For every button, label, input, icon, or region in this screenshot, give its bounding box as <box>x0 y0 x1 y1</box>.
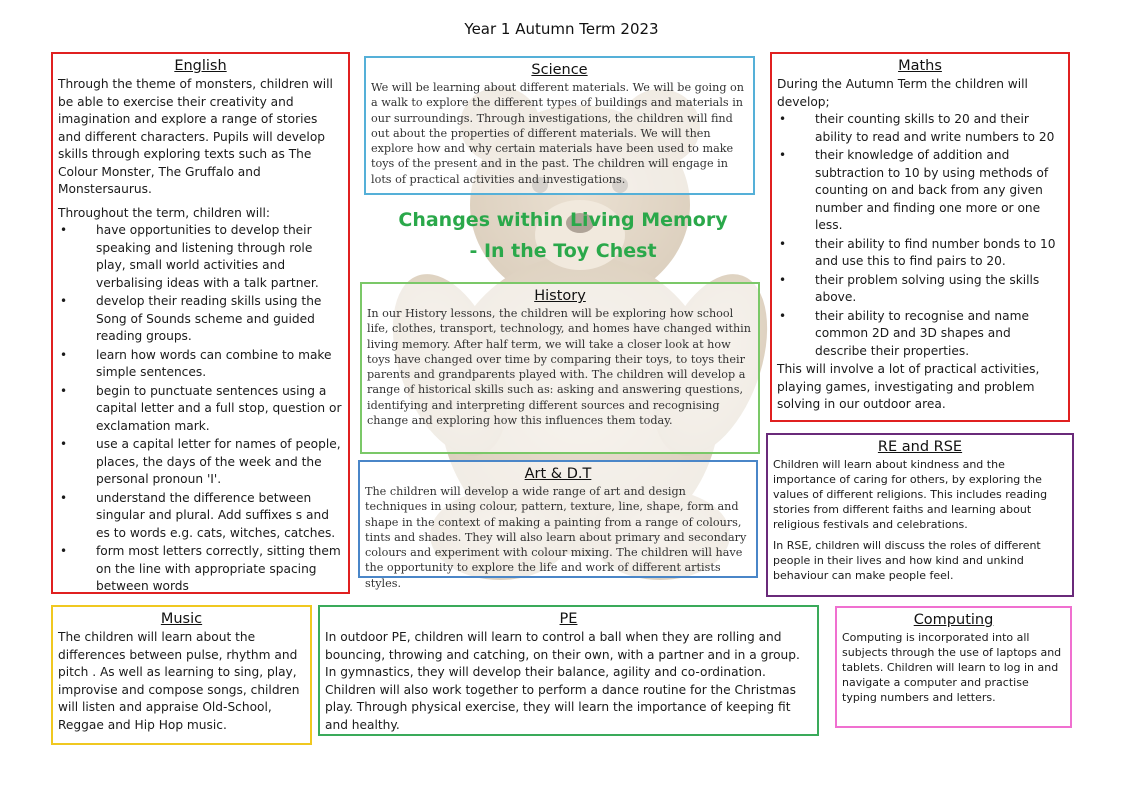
re-rse-panel <box>766 433 1074 597</box>
english-lead: Throughout the term, children will: <box>58 205 270 220</box>
page-title: Year 1 Autumn Term 2023 <box>464 20 659 38</box>
pe-heading: PE <box>559 611 578 627</box>
music-panel <box>51 605 312 745</box>
english-intro: Through the theme of monsters, children will be able to exercise their creativity and imagination and explore a range of stories and different characters. Pupils will develop skills through exploring texts such as The Colour Monster, The Gruffalo and Monstersaurus. <box>58 77 333 196</box>
art-dt-panel <box>358 460 758 590</box>
computing-heading: Computing <box>913 612 994 628</box>
art-dt-heading: Art & D.T <box>524 466 592 482</box>
maths-outro: This will involve a lot of practical activities, playing games, investigating and problem solving in our outdoor area. <box>777 362 1040 411</box>
maths-panel <box>770 52 1070 422</box>
english-bullet: • understand the difference between singular and plural. Add suffixes s and es to words e.g. cats, witches, catches. <box>58 490 343 543</box>
english-panel <box>51 52 350 594</box>
maths-bullet: • their knowledge of addition and subtraction to 10 by using methods of counting on and back from any given number and finding one more or one less. <box>777 147 1063 235</box>
pe-panel <box>318 605 819 736</box>
computing-panel <box>835 606 1072 728</box>
history-panel <box>360 282 760 454</box>
rse-text: In RSE, children will discuss the roles of different people in their lives and how kind and unkind behaviour can make people feel. <box>773 539 1041 582</box>
art-dt-text: The children will develop a wide range of art and design techniques in using colour, pattern, texture, line, shape, form and shape in the context of making a painting from a range of colours, tints and shades. They will also learn about primary and secondary colours and experiment with colour mixing. The children will have the opportunity to explore the life and work of different artists styles. <box>365 485 747 590</box>
english-bullet: • begin to punctuate sentences using a capital letter and a full stop, question or exclamation mark. <box>58 383 343 436</box>
pe-text: In outdoor PE, children will learn to control a ball when they are rolling and bouncing, throwing and catching, on their own, with a partner and in a group. In gymnastics, they will develop their balance, agility and co-ordination. Children will also work together to perform a dance routine for the Christmas play. Through physical exercise, they will learn the importance of keeping fit and healthy. <box>325 630 800 732</box>
history-text: In our History lessons, the children will be exploring how school life, clothes, transport, technology, and homes have changed within living memory. After half term, we will take a closer look at how toys have changed over time by comparing their toys, to toys their parents and grandparents played with. The children will develop a range of historical skills such as: asking and answering questions, identifying and interpreting different sources and recognising change and exploring how this influences them today. <box>367 307 751 428</box>
english-bullet-list <box>58 222 343 596</box>
science-text: We will be learning about different materials. We will be going on a walk to explore the different types of buildings and materials in our surroundings. Through investigations, the children will find out about the properties of different materials. We will then explore how and why certain materials have been used to make toys of the present and in the past. The children will engage in lots of practical activities and investigations. <box>371 81 744 186</box>
english-bullet: • develop their reading skills using the Song of Sounds scheme and guided reading groups. <box>58 293 343 346</box>
topic-title-line-2: - In the Toy Chest <box>469 240 657 262</box>
english-bullet: • have opportunities to develop their speaking and listening through role play, small world activities and verbalising ideas with a talk partner. <box>58 222 343 292</box>
topic-title-line-1: Changes within Living Memory <box>398 209 728 231</box>
re-text: Children will learn about kindness and the importance of caring for others, by exploring the values of different religions. This includes reading stories from different faiths and learning about religious festivals and celebrations. <box>773 458 1048 531</box>
english-bullet: • use a capital letter for names of people, places, the days of the week and the personal pronoun 'I'. <box>58 436 343 489</box>
science-heading: Science <box>531 62 588 78</box>
maths-bullet-list <box>777 111 1063 360</box>
english-bullet: • form most letters correctly, sitting them on the line with appropriate spacing between words <box>58 543 343 596</box>
maths-heading: Maths <box>898 58 942 74</box>
maths-bullet: • their problem solving using the skills above. <box>777 272 1063 307</box>
english-bullet: • learn how words can combine to make simple sentences. <box>58 347 343 382</box>
computing-text: Computing is incorporated into all subjects through the use of laptops and tablets. Children will learn to log in and navigate a computer and practise typing numbers and letters. <box>842 631 1062 704</box>
music-text: The children will learn about the differences between pulse, rhythm and pitch . As well as learning to sing, play, improvise and compose songs, children will listen and appraise Old-School, Reggae and Hip Hop music. <box>58 630 300 732</box>
maths-intro: During the Autumn Term the children will develop; <box>777 77 1028 109</box>
music-heading: Music <box>160 611 203 627</box>
history-heading: History <box>534 288 586 304</box>
maths-bullet: • their ability to find number bonds to 10 and use this to find pairs to 20. <box>777 236 1063 271</box>
maths-bullet: • their ability to recognise and name common 2D and 3D shapes and describe their properties. <box>777 308 1063 361</box>
re-rse-heading: RE and RSE <box>877 439 963 455</box>
topic-title <box>380 205 746 267</box>
maths-bullet: • their counting skills to 20 and their ability to read and write numbers to 20 <box>777 111 1063 146</box>
english-heading: English <box>174 58 227 74</box>
science-panel <box>364 56 755 195</box>
